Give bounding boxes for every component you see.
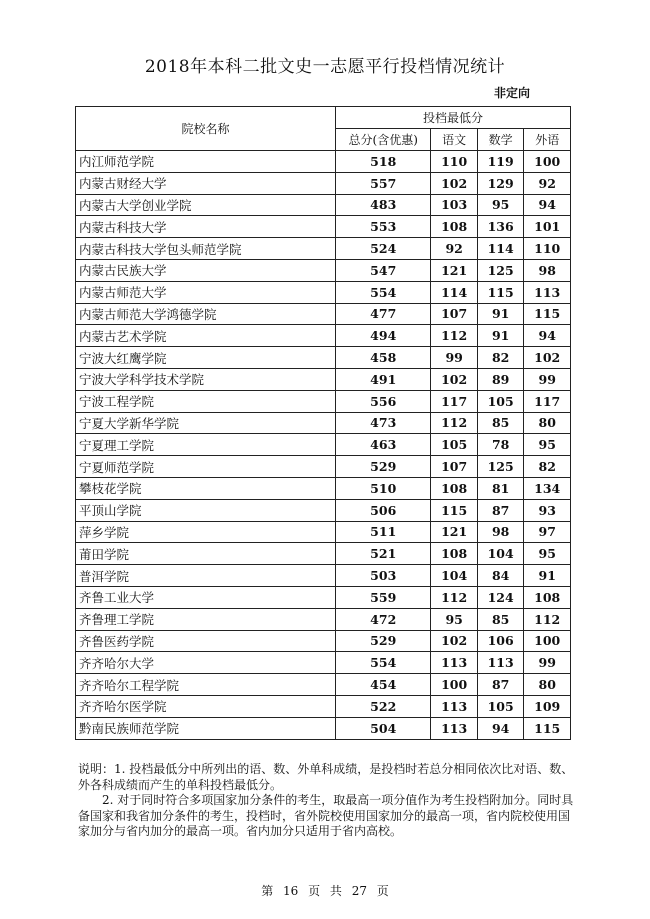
total-score-cell: 477 <box>336 303 431 325</box>
table-row <box>76 695 571 717</box>
english-score-cell: 110 <box>524 238 571 260</box>
math-score-cell: 113 <box>477 652 524 674</box>
table-row <box>76 630 571 652</box>
table-row <box>76 303 571 325</box>
chinese-score-cell: 117 <box>431 390 478 412</box>
total-score-cell: 547 <box>336 259 431 281</box>
chinese-score-cell: 99 <box>431 347 478 369</box>
total-score-cell: 524 <box>336 238 431 260</box>
header-total: 总分(含优惠) <box>336 129 431 151</box>
math-score-cell: 81 <box>477 477 524 499</box>
school-name-cell: 内蒙古艺术学院 <box>76 325 336 347</box>
school-name-cell: 内江师范学院 <box>76 151 336 173</box>
math-score-cell: 105 <box>477 390 524 412</box>
english-score-cell: 100 <box>524 630 571 652</box>
school-name-cell: 普洱学院 <box>76 565 336 587</box>
chinese-score-cell: 112 <box>431 586 478 608</box>
table-row <box>76 347 571 369</box>
english-score-cell: 82 <box>524 456 571 478</box>
math-score-cell: 91 <box>477 303 524 325</box>
english-score-cell: 98 <box>524 259 571 281</box>
school-name-cell: 宁波工程学院 <box>76 390 336 412</box>
total-score-cell: 511 <box>336 521 431 543</box>
school-name-cell: 宁波大学科学技术学院 <box>76 368 336 390</box>
chinese-score-cell: 108 <box>431 477 478 499</box>
school-name-cell: 内蒙古科技大学包头师范学院 <box>76 238 336 260</box>
total-score-cell: 553 <box>336 216 431 238</box>
english-score-cell: 94 <box>524 325 571 347</box>
table-row <box>76 477 571 499</box>
chinese-score-cell: 121 <box>431 521 478 543</box>
chinese-score-cell: 121 <box>431 259 478 281</box>
total-score-cell: 510 <box>336 477 431 499</box>
school-name-cell: 齐鲁理工学院 <box>76 608 336 630</box>
chinese-score-cell: 114 <box>431 281 478 303</box>
page-footer: 第 16 页 共 27 页 <box>261 884 389 898</box>
chinese-score-cell: 113 <box>431 652 478 674</box>
school-name-cell: 内蒙古大学创业学院 <box>76 194 336 216</box>
school-name-cell: 平顶山学院 <box>76 499 336 521</box>
total-score-cell: 522 <box>336 695 431 717</box>
english-score-cell: 99 <box>524 652 571 674</box>
total-score-cell: 473 <box>336 412 431 434</box>
total-score-cell: 529 <box>336 456 431 478</box>
chinese-score-cell: 105 <box>431 434 478 456</box>
school-name-cell: 萍乡学院 <box>76 521 336 543</box>
math-score-cell: 94 <box>477 717 524 739</box>
table-row <box>76 325 571 347</box>
header-school-name: 院校名称 <box>76 107 336 151</box>
total-score-cell: 504 <box>336 717 431 739</box>
english-score-cell: 100 <box>524 151 571 173</box>
chinese-score-cell: 103 <box>431 194 478 216</box>
chinese-score-cell: 102 <box>431 368 478 390</box>
math-score-cell: 95 <box>477 194 524 216</box>
header-min-score-group: 投档最低分 <box>336 107 571 129</box>
english-score-cell: 93 <box>524 499 571 521</box>
chinese-score-cell: 110 <box>431 151 478 173</box>
table-row <box>76 565 571 587</box>
category-label: 非定向 <box>493 86 530 100</box>
notes <box>78 762 578 840</box>
chinese-score-cell: 113 <box>431 695 478 717</box>
math-score-cell: 98 <box>477 521 524 543</box>
table-row <box>76 194 571 216</box>
note-1: 说明：1. 投档最低分中所列出的语、数、外单科成绩，是投档时若总分相同依次比对语、数、外各科成绩而产生的单科投档最低分。 <box>78 762 574 792</box>
school-name-cell: 齐齐哈尔大学 <box>76 652 336 674</box>
math-score-cell: 125 <box>477 259 524 281</box>
chinese-score-cell: 108 <box>431 216 478 238</box>
english-score-cell: 108 <box>524 586 571 608</box>
english-score-cell: 102 <box>524 347 571 369</box>
chinese-score-cell: 108 <box>431 543 478 565</box>
total-score-cell: 463 <box>336 434 431 456</box>
table-row <box>76 521 571 543</box>
english-score-cell: 109 <box>524 695 571 717</box>
total-score-cell: 554 <box>336 281 431 303</box>
math-score-cell: 84 <box>477 565 524 587</box>
math-score-cell: 125 <box>477 456 524 478</box>
chinese-score-cell: 95 <box>431 608 478 630</box>
table-row <box>76 390 571 412</box>
math-score-cell: 82 <box>477 347 524 369</box>
chinese-score-cell: 102 <box>431 172 478 194</box>
total-score-cell: 554 <box>336 652 431 674</box>
english-score-cell: 92 <box>524 172 571 194</box>
english-score-cell: 97 <box>524 521 571 543</box>
total-score-cell: 483 <box>336 194 431 216</box>
english-score-cell: 95 <box>524 434 571 456</box>
table-row <box>76 216 571 238</box>
total-score-cell: 518 <box>336 151 431 173</box>
school-name-cell: 齐鲁工业大学 <box>76 586 336 608</box>
school-name-cell: 内蒙古师范大学 <box>76 281 336 303</box>
chinese-score-cell: 112 <box>431 325 478 347</box>
chinese-score-cell: 107 <box>431 456 478 478</box>
total-score-cell: 472 <box>336 608 431 630</box>
total-score-cell: 506 <box>336 499 431 521</box>
school-name-cell: 齐齐哈尔医学院 <box>76 695 336 717</box>
chinese-score-cell: 115 <box>431 499 478 521</box>
total-score-cell: 491 <box>336 368 431 390</box>
table-row <box>76 281 571 303</box>
school-name-cell: 莆田学院 <box>76 543 336 565</box>
math-score-cell: 85 <box>477 608 524 630</box>
total-score-cell: 454 <box>336 674 431 696</box>
english-score-cell: 80 <box>524 412 571 434</box>
table-row <box>76 717 571 739</box>
table-body <box>76 151 571 740</box>
table-row <box>76 456 571 478</box>
math-score-cell: 115 <box>477 281 524 303</box>
chinese-score-cell: 102 <box>431 630 478 652</box>
note-2: 2. 对于同时符合多项国家加分条件的考生，取最高一项分值作为考生投档附加分。同时具备国家和我省加分条件的考生，投档时，省外院校使用国家加分的最高一项，省内院校使用国家加分与省内加分的最高一项。省内加分只适用于省内高校。 <box>78 793 574 838</box>
table-row <box>76 172 571 194</box>
english-score-cell: 117 <box>524 390 571 412</box>
english-score-cell: 91 <box>524 565 571 587</box>
table-row <box>76 434 571 456</box>
chinese-score-cell: 113 <box>431 717 478 739</box>
total-score-cell: 556 <box>336 390 431 412</box>
table-row <box>76 586 571 608</box>
table-row <box>76 608 571 630</box>
table-row <box>76 259 571 281</box>
math-score-cell: 136 <box>477 216 524 238</box>
table-row <box>76 543 571 565</box>
total-score-cell: 503 <box>336 565 431 587</box>
chinese-score-cell: 112 <box>431 412 478 434</box>
header-english: 外语 <box>524 129 571 151</box>
math-score-cell: 106 <box>477 630 524 652</box>
math-score-cell: 119 <box>477 151 524 173</box>
math-score-cell: 87 <box>477 674 524 696</box>
header-math: 数学 <box>477 129 524 151</box>
school-name-cell: 宁夏大学新华学院 <box>76 412 336 434</box>
table-row <box>76 499 571 521</box>
admission-table <box>75 106 571 740</box>
math-score-cell: 91 <box>477 325 524 347</box>
table-row <box>76 652 571 674</box>
school-name-cell: 宁波大红鹰学院 <box>76 347 336 369</box>
total-score-cell: 529 <box>336 630 431 652</box>
english-score-cell: 94 <box>524 194 571 216</box>
chinese-score-cell: 107 <box>431 303 478 325</box>
math-score-cell: 105 <box>477 695 524 717</box>
table-row <box>76 368 571 390</box>
header-chinese: 语文 <box>431 129 478 151</box>
school-name-cell: 内蒙古科技大学 <box>76 216 336 238</box>
chinese-score-cell: 104 <box>431 565 478 587</box>
total-score-cell: 494 <box>336 325 431 347</box>
math-score-cell: 129 <box>477 172 524 194</box>
school-name-cell: 宁夏师范学院 <box>76 456 336 478</box>
school-name-cell: 攀枝花学院 <box>76 477 336 499</box>
english-score-cell: 134 <box>524 477 571 499</box>
math-score-cell: 87 <box>477 499 524 521</box>
school-name-cell: 齐齐哈尔工程学院 <box>76 674 336 696</box>
total-score-cell: 559 <box>336 586 431 608</box>
math-score-cell: 89 <box>477 368 524 390</box>
school-name-cell: 内蒙古财经大学 <box>76 172 336 194</box>
school-name-cell: 内蒙古师范大学鸿德学院 <box>76 303 336 325</box>
english-score-cell: 101 <box>524 216 571 238</box>
table-row <box>76 238 571 260</box>
english-score-cell: 95 <box>524 543 571 565</box>
english-score-cell: 113 <box>524 281 571 303</box>
math-score-cell: 124 <box>477 586 524 608</box>
total-score-cell: 458 <box>336 347 431 369</box>
school-name-cell: 宁夏理工学院 <box>76 434 336 456</box>
school-name-cell: 齐鲁医药学院 <box>76 630 336 652</box>
math-score-cell: 78 <box>477 434 524 456</box>
total-score-cell: 557 <box>336 172 431 194</box>
page-title: 2018年本科二批文史一志愿平行投档情况统计 <box>144 57 506 77</box>
table-row <box>76 151 571 173</box>
school-name-cell: 黔南民族师范学院 <box>76 717 336 739</box>
chinese-score-cell: 92 <box>431 238 478 260</box>
school-name-cell: 内蒙古民族大学 <box>76 259 336 281</box>
english-score-cell: 115 <box>524 717 571 739</box>
english-score-cell: 112 <box>524 608 571 630</box>
chinese-score-cell: 100 <box>431 674 478 696</box>
english-score-cell: 99 <box>524 368 571 390</box>
table-row <box>76 412 571 434</box>
english-score-cell: 80 <box>524 674 571 696</box>
math-score-cell: 114 <box>477 238 524 260</box>
english-score-cell: 115 <box>524 303 571 325</box>
math-score-cell: 85 <box>477 412 524 434</box>
table-row <box>76 674 571 696</box>
total-score-cell: 521 <box>336 543 431 565</box>
math-score-cell: 104 <box>477 543 524 565</box>
